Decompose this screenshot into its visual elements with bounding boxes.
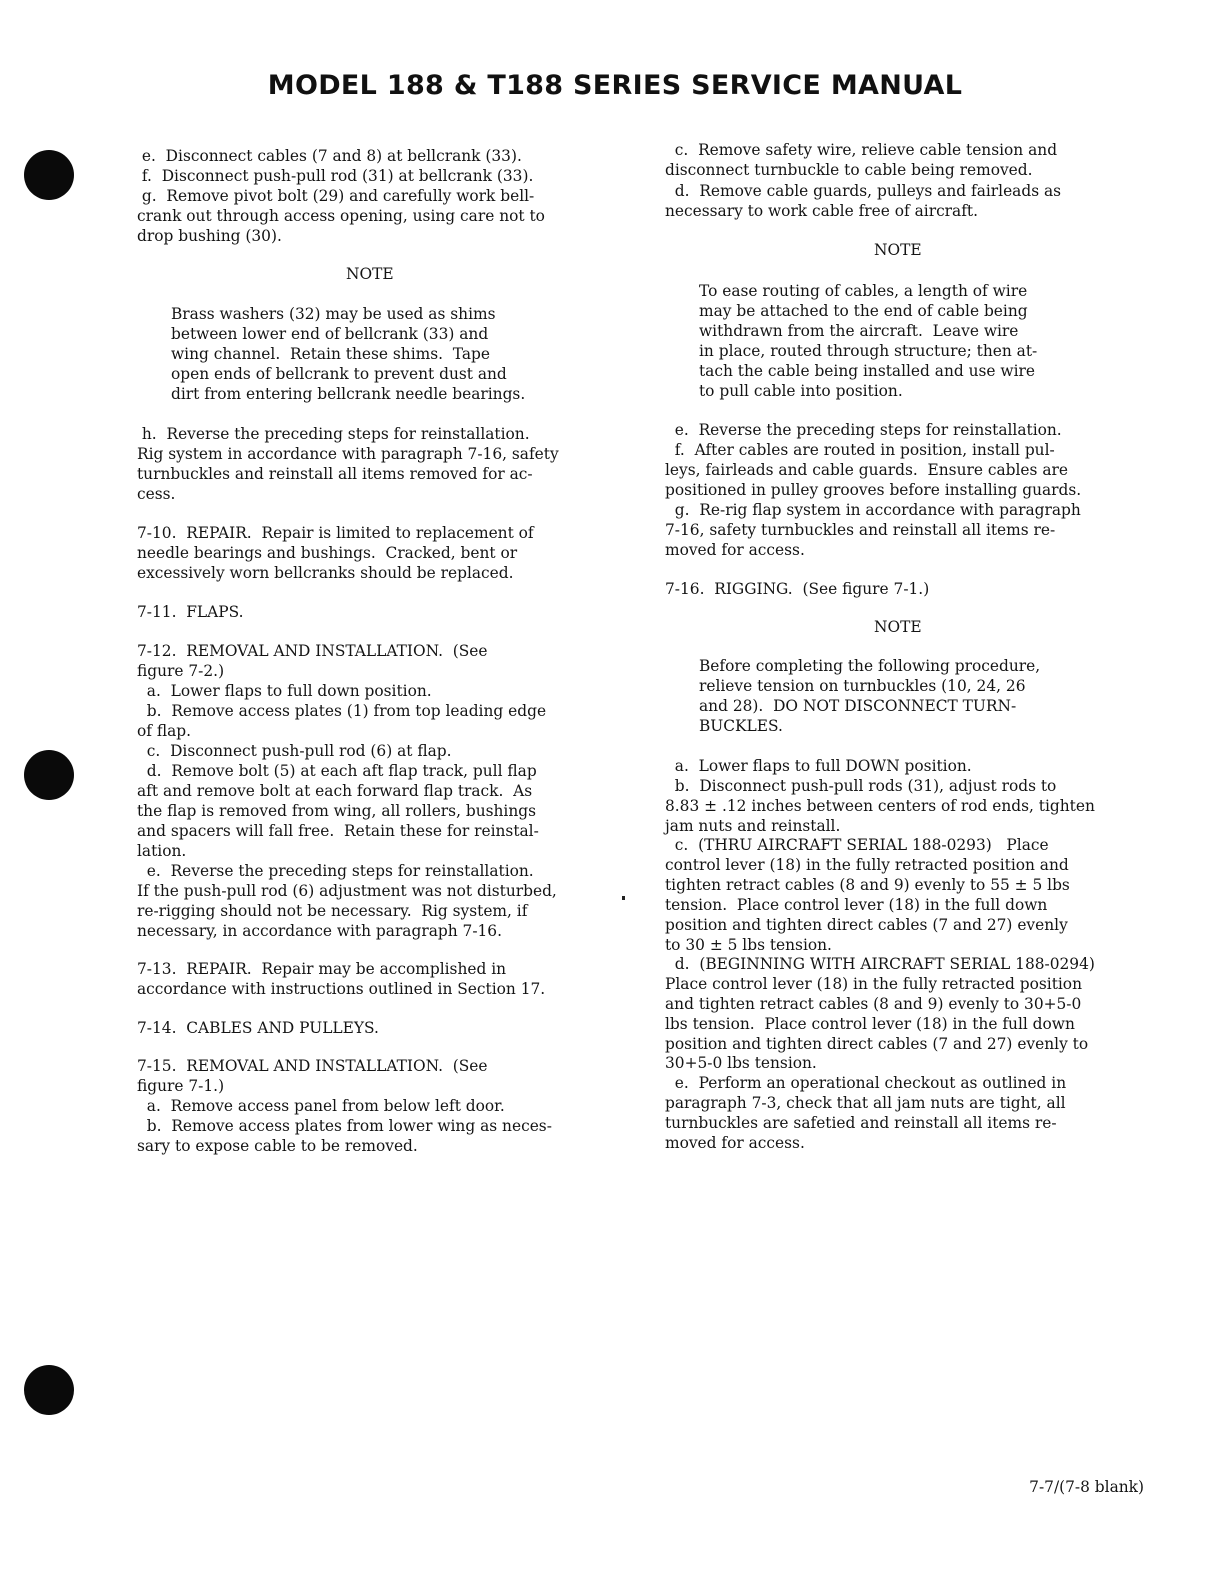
text-line: crank out through access opening, using care not to (137, 207, 545, 225)
text-line: figure 7-1.) (137, 1077, 225, 1095)
text-line: lbs tension. Place control lever (18) in the full down (665, 1015, 1075, 1033)
text-line: the flap is removed from wing, all rollers, bushings (137, 802, 537, 820)
text-line: c. Disconnect push-pull rod (6) at flap. (137, 742, 452, 760)
text-line: e. Perform an operational checkout as outlined in (665, 1074, 1067, 1092)
note-line: in place, routed through structure; then at- (699, 342, 1038, 360)
note-line: to pull cable into position. (699, 382, 903, 400)
text-line: e. Reverse the preceding steps for reinstallation. (137, 862, 534, 880)
text-line: If the push-pull rod (6) adjustment was not disturbed, (137, 882, 557, 900)
text-line: c. Remove safety wire, relieve cable tension and (665, 141, 1058, 159)
text-line: d. (BEGINNING WITH AIRCRAFT SERIAL 188-0294) (665, 955, 1095, 973)
text-line: 8.83 ± .12 inches between centers of rod ends, tighten (665, 797, 1095, 815)
note-line: may be attached to the end of cable being (699, 302, 1028, 320)
text-line: b. Remove access plates from lower wing as neces- (137, 1117, 552, 1135)
text-line: g. Re-rig flap system in accordance with paragraph (665, 501, 1081, 519)
text-line: Rig system in accordance with paragraph 7-16, safety (137, 445, 559, 463)
text-line: drop bushing (30). (137, 227, 282, 245)
text-line: to 30 ± 5 lbs tension. (665, 936, 832, 954)
text-line: b. Disconnect push-pull rods (31), adjust rods to (665, 777, 1057, 795)
note-heading: NOTE (874, 618, 922, 636)
text-line: 7-16, safety turnbuckles and reinstall all items re- (665, 521, 1056, 539)
note-line: between lower end of bellcrank (33) and (171, 325, 489, 343)
text-line: necessary to work cable free of aircraft. (665, 202, 978, 220)
section-heading: 7-15. REMOVAL AND INSTALLATION. (See (137, 1057, 488, 1075)
text-line: moved for access. (665, 541, 805, 559)
text-line: 7-13. REPAIR. Repair may be accomplished in (137, 960, 507, 978)
binder-hole (24, 150, 74, 200)
note-line: withdrawn from the aircraft. Leave wire (699, 322, 1019, 340)
text-line: e. Reverse the preceding steps for reinstallation. (665, 421, 1062, 439)
note-line: To ease routing of cables, a length of wire (699, 282, 1028, 300)
text-line: necessary, in accordance with paragraph 7-16. (137, 922, 502, 940)
text-line: lation. (137, 842, 187, 860)
text-line: paragraph 7-3, check that all jam nuts are tight, all (665, 1094, 1066, 1112)
text-line: f. Disconnect push-pull rod (31) at bellcrank (33). (137, 167, 534, 185)
note-line: and 28). DO NOT DISCONNECT TURN- (699, 697, 1017, 715)
text-line: re-rigging should not be necessary. Rig system, if (137, 902, 528, 920)
binder-hole (24, 1365, 74, 1415)
note-line: tach the cable being installed and use wire (699, 362, 1035, 380)
note-line: BUCKLES. (699, 717, 783, 735)
page-number: 7-7/(7-8 blank) (1029, 1478, 1144, 1496)
note-line: dirt from entering bellcrank needle bearings. (171, 385, 526, 403)
section-heading: 7-14. CABLES AND PULLEYS. (137, 1019, 379, 1037)
note-line: Before completing the following procedure, (699, 657, 1041, 675)
binder-hole (24, 750, 74, 800)
text-line: c. (THRU AIRCRAFT SERIAL 188-0293) Place (665, 836, 1049, 854)
text-line: d. Remove bolt (5) at each aft flap track, pull flap (137, 762, 537, 780)
text-line: e. Disconnect cables (7 and 8) at bellcrank (33). (137, 147, 522, 165)
note-heading: NOTE (874, 241, 922, 259)
text-line: excessively worn bellcranks should be replaced. (137, 564, 514, 582)
text-line: position and tighten direct cables (7 and 27) evenly to (665, 1035, 1089, 1053)
text-line: a. Remove access panel from below left door. (137, 1097, 505, 1115)
text-line: and tighten retract cables (8 and 9) evenly to 30+5-0 (665, 995, 1082, 1013)
note-line: relieve tension on turnbuckles (10, 24, 26 (699, 677, 1026, 695)
text-line: sary to expose cable to be removed. (137, 1137, 418, 1155)
text-line: a. Lower flaps to full DOWN position. (665, 757, 972, 775)
text-line: 7-10. REPAIR. Repair is limited to replacement of (137, 524, 534, 542)
text-line: figure 7-2.) (137, 662, 225, 680)
note-line: wing channel. Retain these shims. Tape (171, 345, 490, 363)
text-line: Place control lever (18) in the fully retracted position (665, 975, 1082, 993)
text-line: moved for access. (665, 1134, 805, 1152)
text-line: 30+5-0 lbs tension. (665, 1054, 817, 1072)
text-line: positioned in pulley grooves before installing guards. (665, 481, 1082, 499)
text-line: position and tighten direct cables (7 and 27) evenly (665, 916, 1068, 934)
text-line: g. Remove pivot bolt (29) and carefully work bell- (137, 187, 535, 205)
text-line: accordance with instructions outlined in Section 17. (137, 980, 546, 998)
text-line: a. Lower flaps to full down position. (137, 682, 432, 700)
text-line: b. Remove access plates (1) from top leading edge (137, 702, 547, 720)
text-line: tension. Place control lever (18) in the full down (665, 896, 1048, 914)
text-line: control lever (18) in the fully retracted position and (665, 856, 1069, 874)
section-heading: 7-11. FLAPS. (137, 603, 244, 621)
text-line: cess. (137, 485, 176, 503)
note-heading: NOTE (346, 265, 394, 283)
note-line: Brass washers (32) may be used as shims (171, 305, 496, 323)
text-line: tighten retract cables (8 and 9) evenly to 55 ± 5 lbs (665, 876, 1070, 894)
text-line: aft and remove bolt at each forward flap track. As (137, 782, 533, 800)
page-title: MODEL 188 & T188 SERIES SERVICE MANUAL (267, 70, 963, 101)
section-heading: 7-12. REMOVAL AND INSTALLATION. (See (137, 642, 488, 660)
section-heading: 7-16. RIGGING. (See figure 7-1.) (665, 580, 930, 598)
note-line: open ends of bellcrank to prevent dust and (171, 365, 507, 383)
text-line: needle bearings and bushings. Cracked, bent or (137, 544, 518, 562)
text-line: h. Reverse the preceding steps for reinstallation. (137, 425, 530, 443)
text-line: d. Remove cable guards, pulleys and fairleads as (665, 182, 1062, 200)
text-line: turnbuckles are safetied and reinstall all items re- (665, 1114, 1057, 1132)
text-line: disconnect turnbuckle to cable being removed. (665, 161, 1033, 179)
text-line: and spacers will fall free. Retain these for reinstal- (137, 822, 539, 840)
text-line: jam nuts and reinstall. (665, 817, 841, 835)
text-line: f. After cables are routed in position, install pul- (665, 441, 1055, 459)
text-line: of flap. (137, 722, 192, 740)
text-line: leys, fairleads and cable guards. Ensure cables are (665, 461, 1068, 479)
scan-speck (622, 896, 625, 900)
text-line: turnbuckles and reinstall all items removed for ac- (137, 465, 533, 483)
